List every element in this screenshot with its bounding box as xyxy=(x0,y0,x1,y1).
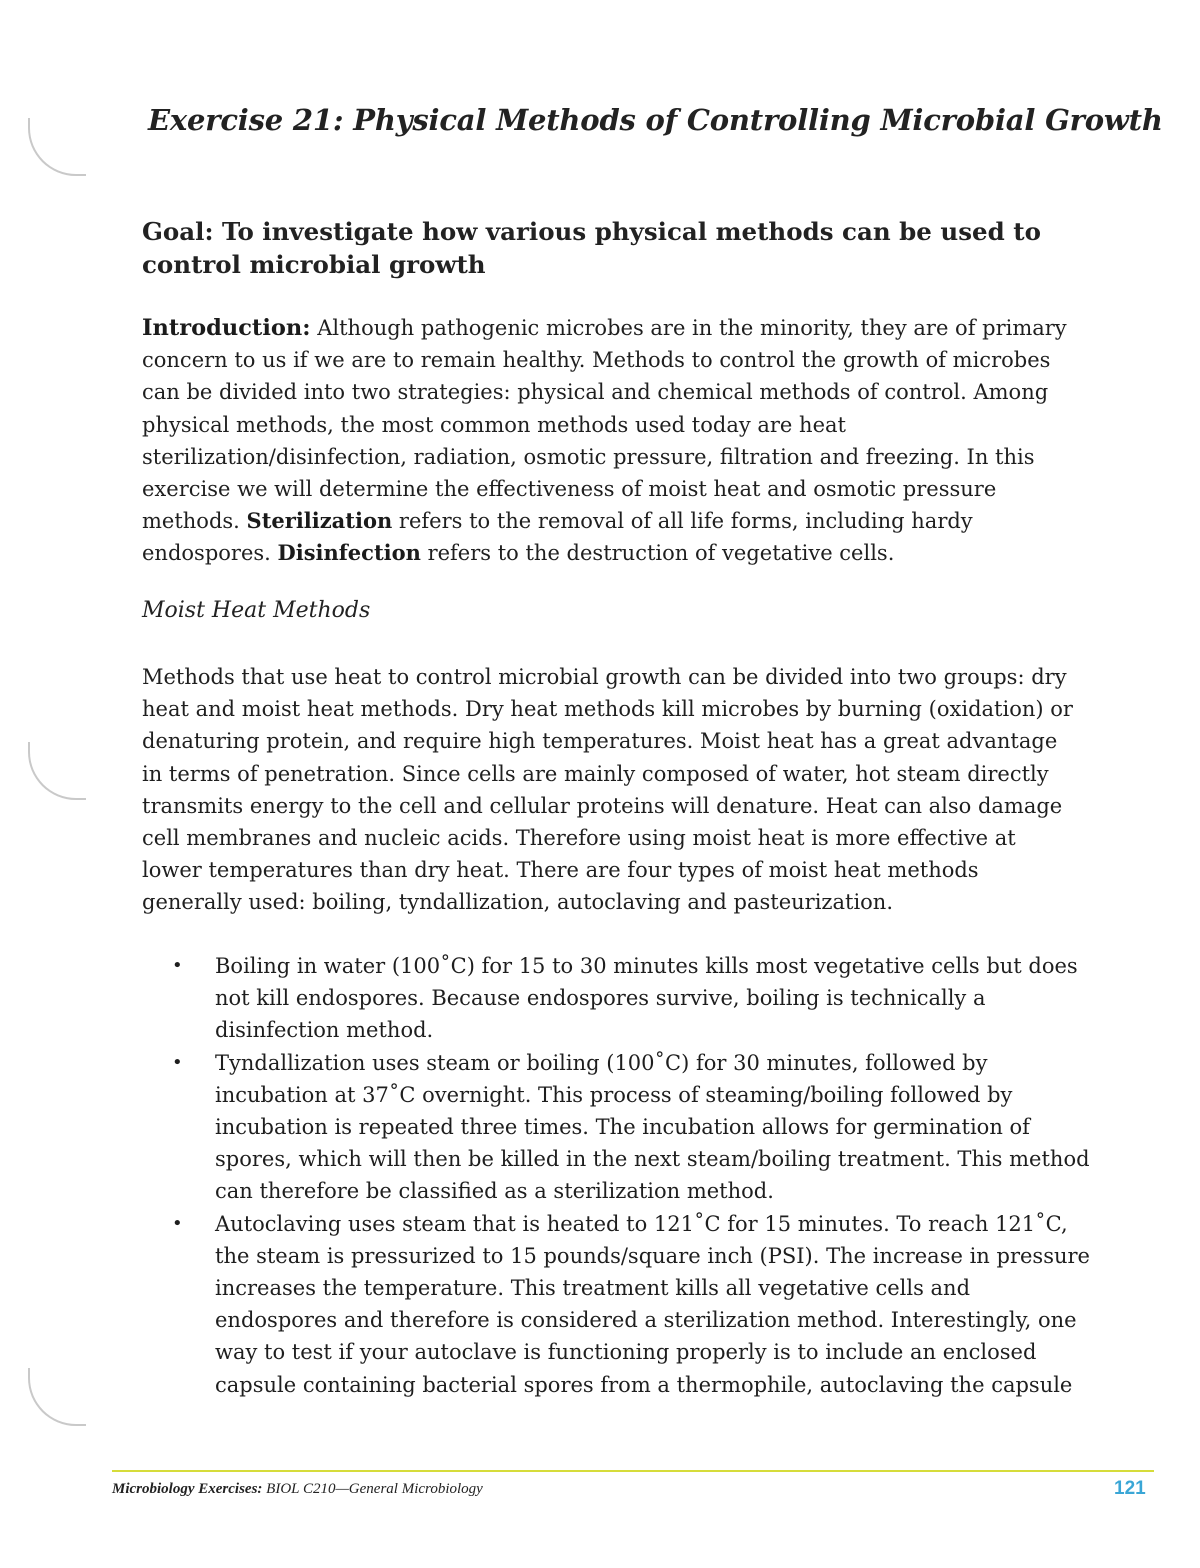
list-item-text: Autoclaving uses steam that is heated to 121˚C for 15 minutes. To reach 121˚C, the steam is pressurized to 15 pounds/square inch (PSI). The increase in pressure increases the temperature. This treatment kills all vegetative cells and endospores and therefore is considered a sterilization method. Interestingly, one way to test if your autoclave is functioning properly is to include an enclosed capsule containing bacterial spores from a thermophile, autoclaving the capsule xyxy=(215,1211,1090,1397)
list-item xyxy=(170,950,1090,1047)
introduction-label: Introduction: xyxy=(142,315,311,341)
footer-book-name: Microbiology Exercises: xyxy=(112,1481,263,1497)
binder-hole-mark xyxy=(28,118,86,176)
bullet-icon: • xyxy=(172,1051,183,1073)
footer-course-name: BIOL C210—General Microbiology xyxy=(262,1481,483,1497)
list-item-text: Boiling in water (100˚C) for 15 to 30 minutes kills most vegetative cells but does not kill endospores. Because endospores survive, boiling is technically a disinfection method. xyxy=(215,954,1078,1043)
introduction-text: refers to the destruction of vegetative cells. xyxy=(420,541,895,566)
term-sterilization: Sterilization xyxy=(246,508,393,534)
page-number: 121 xyxy=(1114,1478,1146,1499)
list-item xyxy=(170,1047,1090,1208)
goal-statement: Goal: To investigate how various physical methods can be used to control microbial growth xyxy=(142,217,1041,279)
term-disinfection: Disinfection xyxy=(277,540,421,566)
footer-book-title xyxy=(112,1481,483,1498)
bullet-icon: • xyxy=(172,955,183,976)
section-heading-moist-heat: Moist Heat Methods xyxy=(142,598,371,623)
binder-hole-mark xyxy=(28,1368,86,1426)
list-item xyxy=(170,1208,1090,1401)
introduction-text: Although pathogenic microbes are in the minority, they are of primary concern to us if we are to remain healthy. Methods to control the growth of microbes can be divided into two strategies: physical and chemical methods of control. Among physical methods, the most common methods used today are heat sterilization/disinfection, radiation, osmotic pressure, filtration and freezing. In this exercise we will determine the effectiveness of moist heat and osmotic pressure methods. xyxy=(142,316,1067,534)
introduction-text: refers to the removal of all life forms, including hardy endospores. xyxy=(142,509,973,566)
binder-hole-mark xyxy=(28,742,86,800)
exercise-title: Exercise 21: Physical Methods of Controlling Microbial Growth xyxy=(148,103,1163,137)
moist-heat-method-list xyxy=(170,950,1090,1401)
bullet-icon: • xyxy=(172,1212,183,1234)
introduction-paragraph xyxy=(142,312,1082,570)
moist-heat-paragraph: Methods that use heat to control microbial growth can be divided into two groups: dry heat and moist heat methods. Dry heat methods kill microbes by burning (oxidation) or denaturing protein, and require high temperatures. Moist heat has a great advantage in terms of penetration. Since cells are mainly composed of water, hot steam directly transmits energy to the cell and cellular proteins will denature. Heat can also damage cell membranes and nucleic acids. Therefore using moist heat is more effective at lower temperatures than dry heat. There are four types of moist heat methods generally used: boiling, tyndallization, autoclaving and pasteurization. xyxy=(142,665,1073,915)
footer-rule xyxy=(112,1470,1154,1472)
list-item-text: Tyndallization uses steam or boiling (100˚C) for 30 minutes, followed by incubation at 37˚C overnight. This process of steaming/boiling followed by incubation is repeated three times. The incubation allows for germination of spores, which will then be killed in the next steam/boiling treatment. This method can therefore be classified as a sterilization method. xyxy=(215,1050,1090,1204)
